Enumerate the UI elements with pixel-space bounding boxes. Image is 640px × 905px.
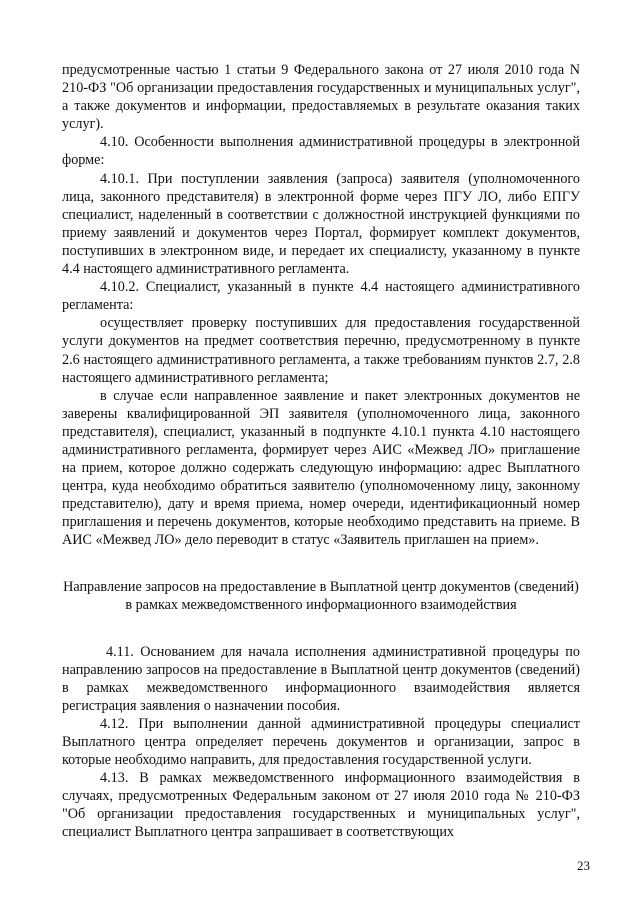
paragraph-invitation: в случае если направленное заявление и пакет электронных документов не заверены квалифицированной ЭП заявителя (уполномоченного лица, законного представителя), специалист, указанный в подпункте 4.10.1 пункта 4.10 настоящего административного регламента, формирует через АИС «Межвед ЛО» приглашение на прием, которое должно содержать следующую информацию: адрес Выплатного центра, куда необходимо обратиться заявителю (уполномоченному лицу, законному представителю), дату и время приема, номер очереди, идентификационный номер приглашения и перечень документов, которые необходимо представить на приеме. В АИС «Межвед ЛО» дело переводит в статус «Заявитель приглашен на прием». (62, 387, 580, 549)
paragraph-check-documents: осуществляет проверку поступивших для предоставления государственной услуги документов на предмет соответствия перечню, предусмотренному в пункте 2.6 настоящего административного регламента, а также требованиям пунктов 2.7, 2.8 настоящего административного регламента; (62, 315, 580, 386)
page-number: 23 (577, 858, 590, 873)
paragraph-4-11: 4.11. Основанием для начала исполнения административной процедуры по направлению запросов на предоставление в Выплатной центр документов (сведений) в рамках межведомственного информационного взаимодействия является регистрация заявления о назначении пособия. (62, 643, 580, 714)
paragraph-4-10-1: 4.10.1. При поступлении заявления (запроса) заявителя (уполномоченного лица, законного представителя) в электронной форме через ПГУ ЛО, либо ЕПГУ специалист, наделенный в соответствии с должностной инструкцией функциями по приему заявлений и документов через Портал, формирует комплект документов, поступивших в электронном виде, и передает их специалисту, указанному в пункте 4.4 настоящего административного регламента. (62, 170, 580, 278)
paragraph-4-13: 4.13. В рамках межведомственного информационного взаимодействия в случаях, предусмотренных Федеральным законом от 27 июля 2010 года № 210-ФЗ "Об организации предоставления государственных и муниципальных услуг", специалист Выплатного центра запрашивает в соответствующих (62, 770, 580, 841)
paragraph-continuation: предусмотренные частью 1 статьи 9 Федерального закона от 27 июля 2010 года N 210-ФЗ "Об организации предоставления государственных и муниципальных услуг", а также документов и информации, предоставляемых в результате оказания таких услуг). (62, 62, 580, 133)
paragraph-4-12: 4.12. При выполнении данной административной процедуры специалист Выплатного центра определяет перечень документов и организации, запрос в которые необходимо направить, для предоставления государственной услуги. (62, 715, 580, 769)
document-body (62, 61, 580, 842)
paragraph-4-10: 4.10. Особенности выполнения административной процедуры в электронной форме: (62, 134, 580, 169)
section-heading: Направление запросов на предоставление в Выплатной центр документов (сведений) в рамках межведомственного информационного взаимодействия (63, 578, 579, 614)
paragraph-4-10-2: 4.10.2. Специалист, указанный в пункте 4.4 настоящего административного регламента: (62, 279, 580, 314)
